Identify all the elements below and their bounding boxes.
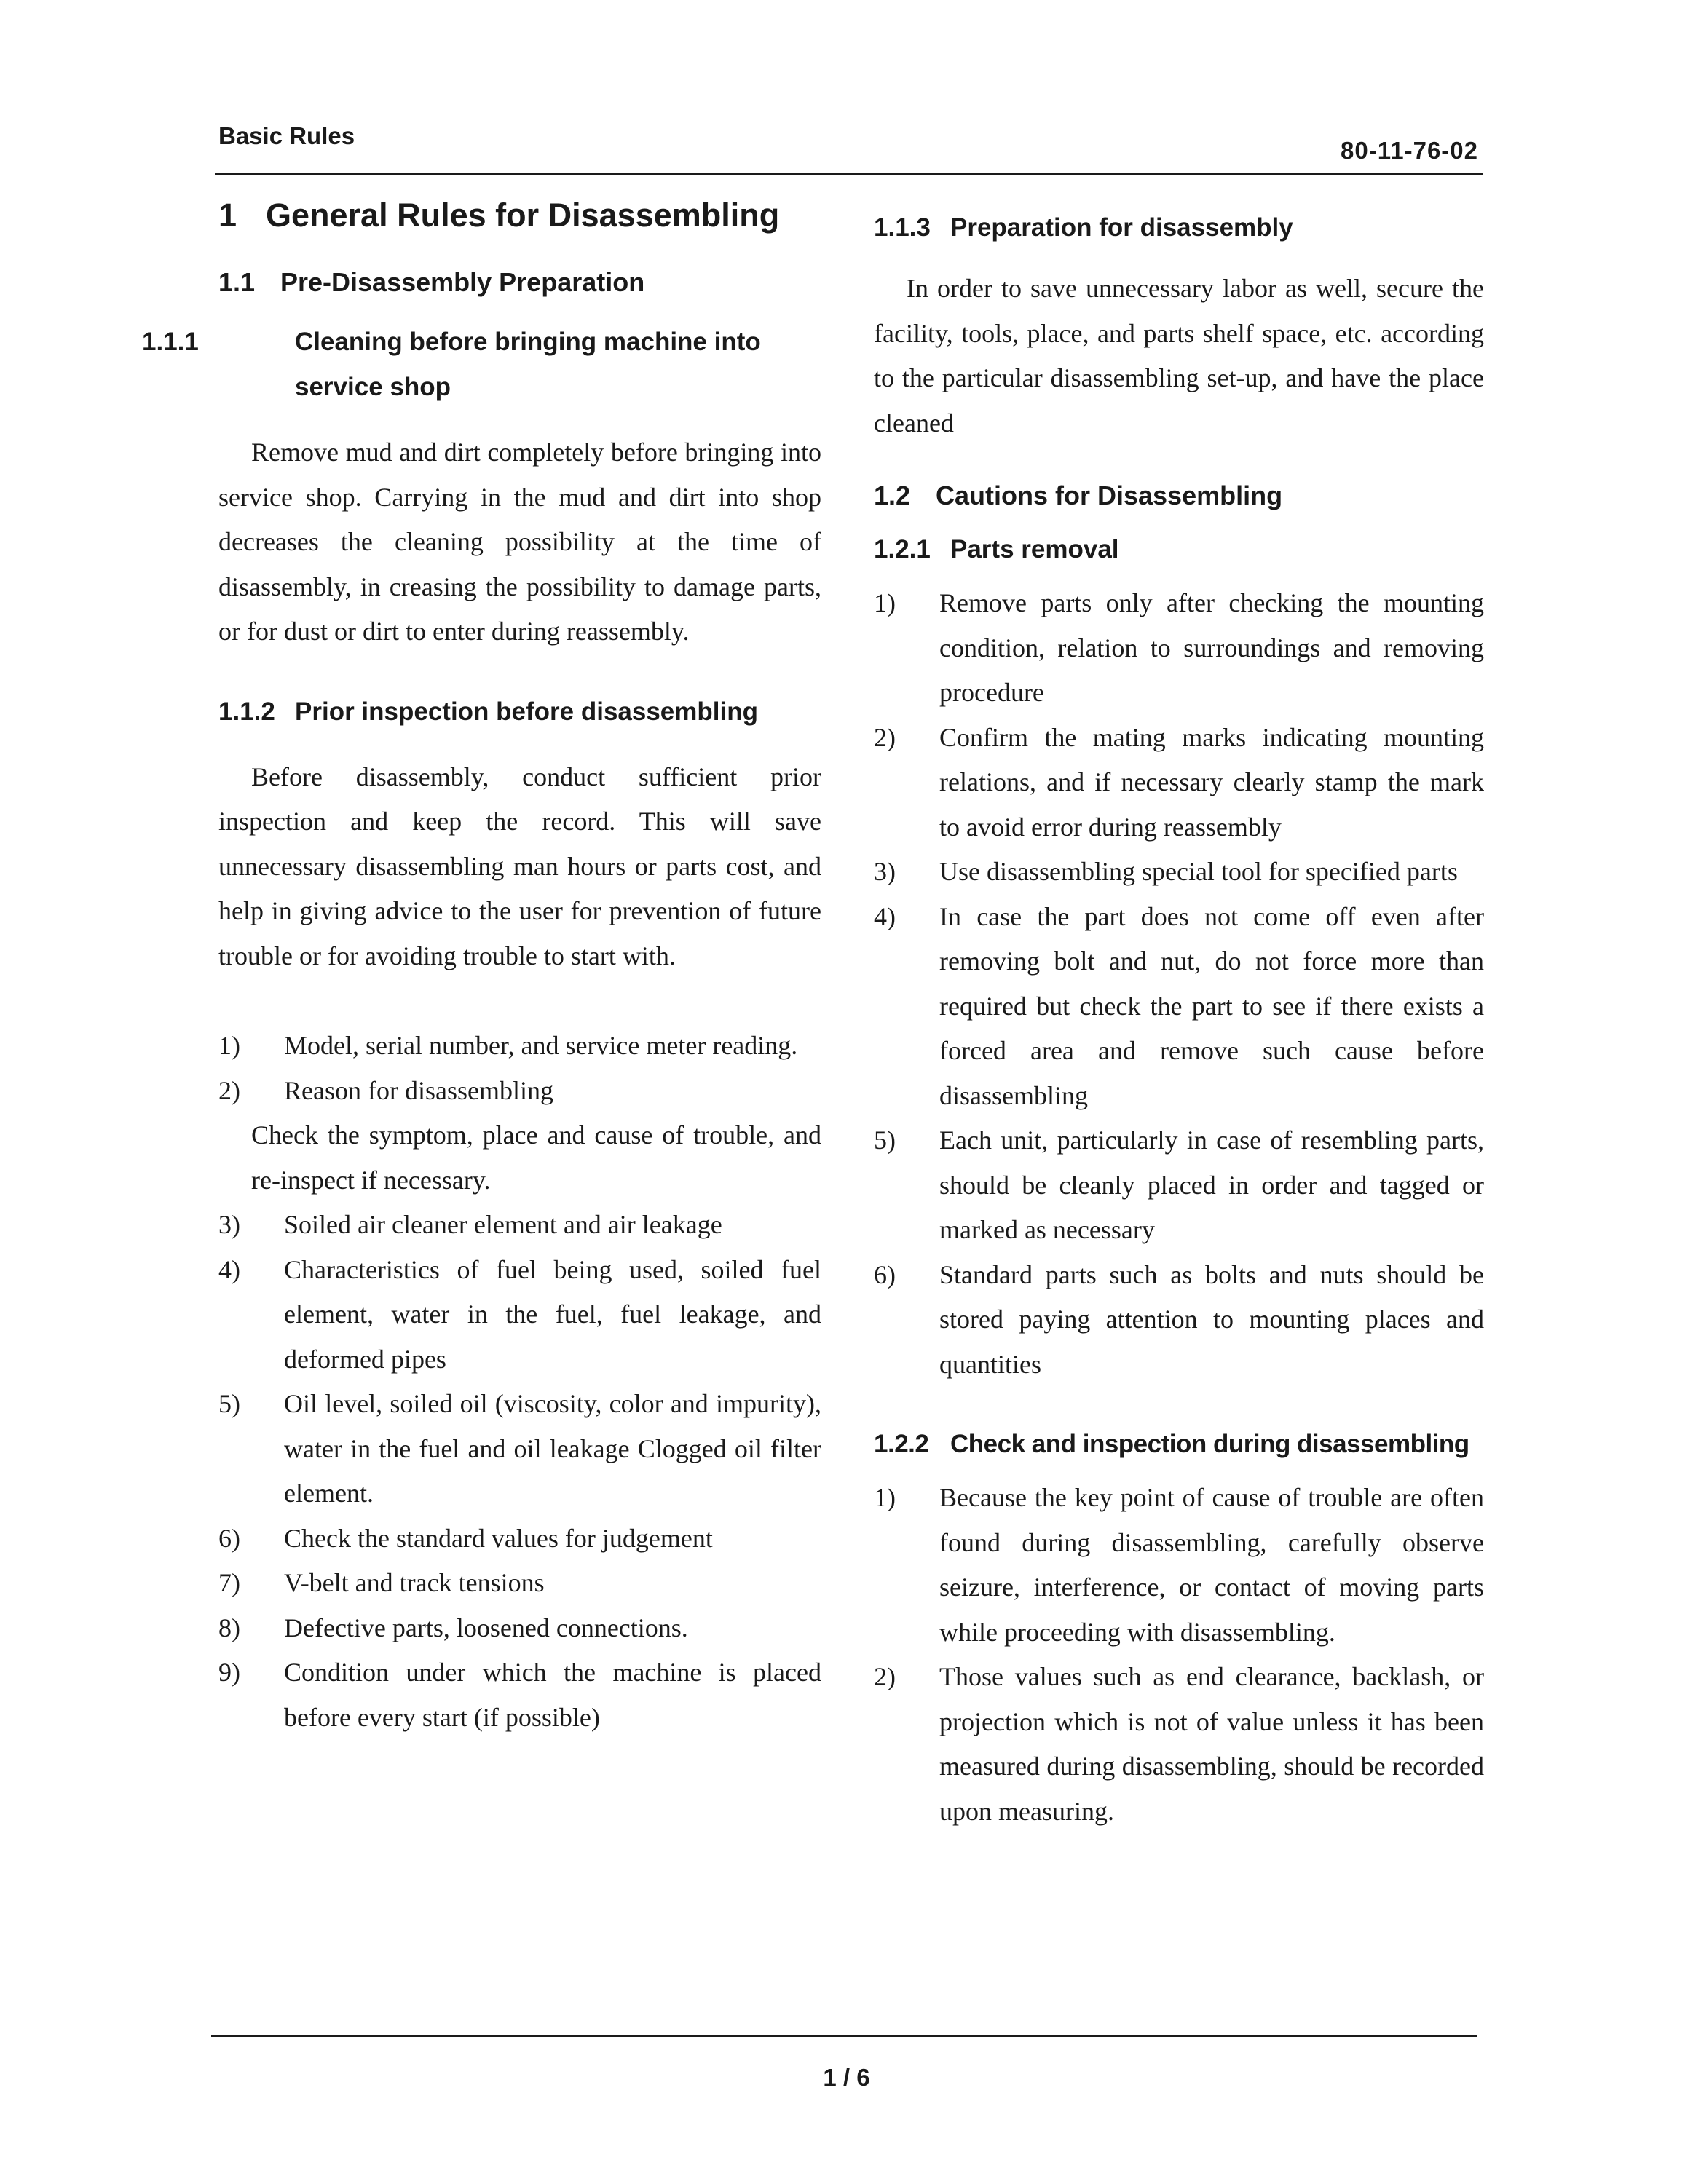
list-item: [218, 1516, 821, 1562]
list-text: Use disassembling special tool for specified parts: [939, 857, 1458, 886]
subsection-heading-1-2-2: [874, 1422, 1484, 1467]
subsection-heading-1-1-3: [874, 205, 1484, 250]
subsection-heading-1-1-1: [142, 320, 821, 410]
footer-rule: [211, 2035, 1477, 2037]
list-marker: 2): [874, 1662, 896, 1691]
list-text: Reason for disassembling: [284, 1075, 553, 1105]
inspection-during-disassembly-list: [874, 1476, 1484, 1834]
parts-removal-list: [874, 581, 1484, 1387]
paragraph-preparation: In order to save unnecessary labor as well, secure the facility, tools, place, and parts shelf space, etc. according to the particular disassembling set-up, and have the place cleaned: [874, 274, 1484, 438]
list-item: [874, 581, 1484, 716]
list-marker: 2): [218, 1075, 240, 1105]
list-item: [218, 1069, 821, 1203]
list-item: [874, 1476, 1484, 1655]
list-marker: 6): [218, 1523, 240, 1553]
list-text: Oil level, soiled oil (viscosity, color and impurity), water in the fuel and oil leakage Clogged oil filter element.: [284, 1389, 821, 1508]
list-marker: 2): [874, 722, 896, 752]
list-text: In case the part does not come off even after removing bolt and nut, do not force more than required but check the part to see if there exists a forced area and remove such cause before disassembling: [939, 901, 1484, 1110]
list-item: [874, 1655, 1484, 1834]
subsection-number: 1.1.3: [874, 213, 931, 242]
section-title: Cautions for Disassembling: [936, 480, 1283, 510]
list-marker: 1): [874, 588, 896, 617]
list-text: Those values such as end clearance, backlash, or projection which is not of value unless it has been measured during disassembling, should be recorded upon measuring.: [939, 1662, 1484, 1826]
subsection-title: Check and inspection during disassembling: [950, 1430, 1469, 1458]
list-subtext: Check the symptom, place and cause of trouble, and re-inspect if necessary.: [251, 1120, 821, 1195]
subsection-heading-1-2-1: [874, 527, 1484, 572]
list-text: Defective parts, loosened connections.: [284, 1613, 688, 1642]
paragraph-prior-inspection: Before disassembly, conduct sufficient prior inspection and keep the record. This will save unnecessary disassembling man hours or parts cost, and help in giving advice to the user for prevention of future trouble or for avoiding trouble to start with.: [218, 761, 821, 970]
section-title: Pre-Disassembly Preparation: [280, 267, 645, 297]
list-item: [218, 1561, 821, 1606]
list-text: Model, serial number, and service meter reading.: [284, 1031, 798, 1060]
header-rule: [215, 173, 1483, 175]
list-text: Soiled air cleaner element and air leakage: [284, 1210, 722, 1239]
subsection-heading-1-1-2: [218, 689, 821, 735]
chapter-number: 1: [218, 197, 237, 234]
inspection-checklist: [218, 1024, 821, 1740]
list-marker: 4): [874, 901, 896, 931]
paragraph-cleaning: Remove mud and dirt completely before bringing into service shop. Carrying in the mud and dirt into shop decreases the cleaning possibility at the time of disassembly, in creasing the possibility to damage parts, or for dust or dirt to enter during reassembly.: [218, 438, 821, 646]
list-marker: 5): [874, 1125, 896, 1155]
list-text: Characteristics of fuel being used, soiled fuel element, water in the fuel, fuel leakage, and deformed pipes: [284, 1254, 821, 1374]
list-marker: 1): [874, 1483, 896, 1512]
subsection-number: 1.2.2: [874, 1430, 929, 1458]
subsection-number: 1.2.1: [874, 535, 931, 563]
subsection-title: Cleaning before bringing machine into service shop: [295, 328, 761, 401]
list-item: [874, 716, 1484, 850]
list-marker: 3): [218, 1210, 240, 1239]
page-number: 1 / 6: [823, 2064, 870, 2091]
list-marker: 1): [218, 1031, 240, 1060]
subsection-number: 1.1.2: [218, 697, 275, 726]
list-text: V-belt and track tensions: [284, 1568, 545, 1597]
list-item: [874, 850, 1484, 895]
list-item: [874, 1253, 1484, 1388]
list-marker: 8): [218, 1613, 240, 1642]
subsection-title: Prior inspection before disassembling: [295, 697, 758, 726]
list-item: [218, 1024, 821, 1069]
list-marker: 4): [218, 1254, 240, 1284]
list-marker: 5): [218, 1389, 240, 1418]
list-marker: 7): [218, 1568, 240, 1597]
subsection-title: Parts removal: [950, 535, 1119, 563]
list-text: Condition under which the machine is placed before every start (if possible): [284, 1658, 821, 1732]
list-text: Each unit, particularly in case of resembling parts, should be cleanly placed in order and tagged or marked as necessary: [939, 1125, 1484, 1244]
list-text: Because the key point of cause of trouble are often found during disassembling, carefully observe seizure, interference, or contact of moving parts while proceeding with disassembling.: [939, 1483, 1484, 1647]
list-text: Check the standard values for judgement: [284, 1523, 713, 1553]
section-number: 1.1: [218, 267, 256, 297]
list-item: [218, 1203, 821, 1248]
subsection-title: Preparation for disassembly: [950, 213, 1293, 242]
section-heading-1-2: [874, 480, 1484, 511]
header-section-title: Basic Rules: [218, 122, 355, 149]
list-text: Remove parts only after checking the mounting condition, relation to surroundings and removing procedure: [939, 588, 1484, 707]
list-marker: 6): [874, 1259, 896, 1289]
list-item: [218, 1382, 821, 1516]
header-doc-number: 80-11-76-02: [1341, 137, 1478, 164]
left-column: [142, 197, 821, 1740]
right-column: [874, 205, 1484, 1834]
list-text: Confirm the mating marks indicating mounting relations, and if necessary clearly stamp the mark to avoid error during reassembly: [939, 722, 1484, 842]
list-item: [218, 1650, 821, 1740]
subsection-number: 1.1.1: [142, 328, 199, 356]
list-marker: 9): [218, 1658, 240, 1687]
list-item: [874, 895, 1484, 1119]
section-number: 1.2: [874, 480, 911, 510]
list-item: [218, 1248, 821, 1382]
list-item: [218, 1606, 821, 1651]
list-text: Standard parts such as bolts and nuts should be stored paying attention to mounting places and quantities: [939, 1259, 1484, 1379]
list-marker: 3): [874, 857, 896, 886]
chapter-heading: [218, 197, 821, 234]
chapter-title: General Rules for Disassembling: [266, 197, 780, 234]
section-heading-1-1: [218, 267, 821, 298]
list-item: [874, 1118, 1484, 1253]
